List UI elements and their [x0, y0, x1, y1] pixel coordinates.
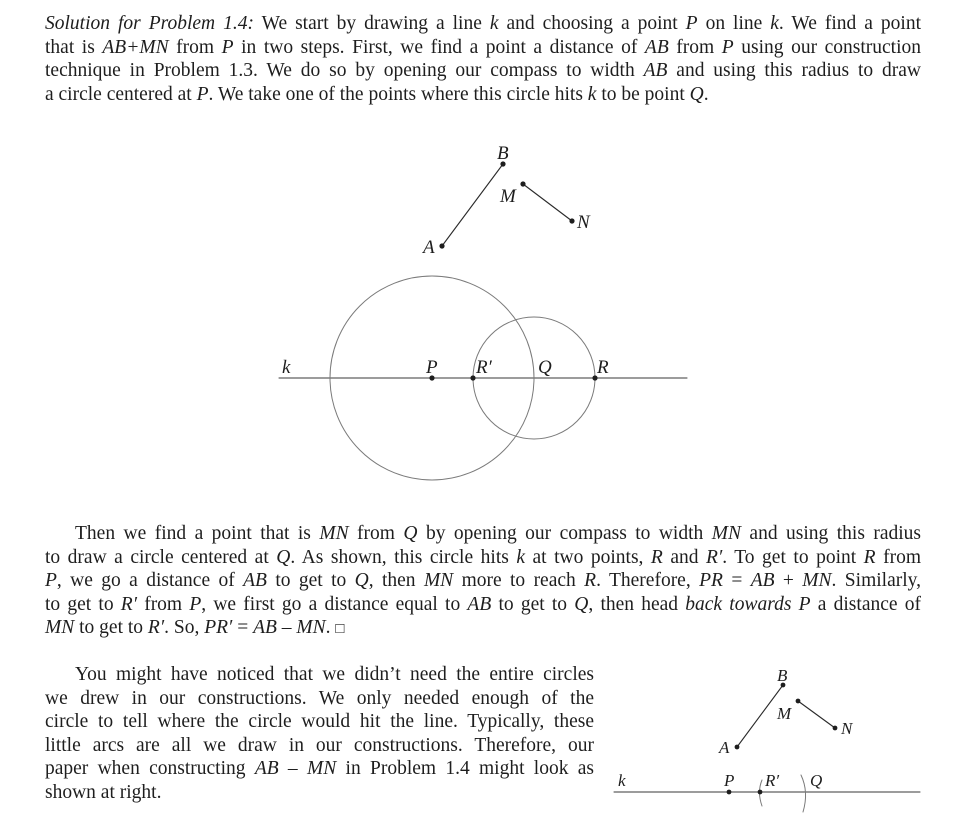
- text-line: [45, 781, 594, 805]
- math: AB: [644, 36, 669, 58]
- math: P: [196, 83, 209, 105]
- text-line: [45, 687, 594, 711]
- emphasis: back towards: [685, 593, 792, 615]
- point-R-prime: [758, 790, 763, 795]
- label-M: M: [777, 704, 792, 723]
- text: that is: [45, 36, 103, 58]
- point-M: [520, 181, 525, 186]
- math: Q: [689, 83, 704, 105]
- math: R′: [147, 617, 165, 639]
- math: Q: [354, 570, 369, 592]
- math: AB: [750, 570, 775, 592]
- math: Q: [574, 593, 589, 615]
- text: . Similarly,: [831, 570, 921, 592]
- text-line: [45, 546, 921, 570]
- math: PR′: [204, 617, 233, 639]
- qed-square-icon: □: [335, 621, 345, 638]
- text: =: [232, 617, 254, 639]
- text: from: [168, 36, 222, 58]
- text: by opening our compass to width: [417, 523, 712, 544]
- label-Q: Q: [810, 771, 823, 790]
- text: from: [136, 593, 190, 615]
- math: R: [650, 546, 663, 568]
- text: in two steps. First, we find a point a distance of: [233, 36, 645, 58]
- math: AB: [254, 758, 279, 780]
- label-B: B: [497, 143, 509, 164]
- text: , then head: [588, 593, 686, 615]
- arc-Q: [801, 775, 806, 812]
- explanation-paragraph: [45, 522, 921, 642]
- text: to get to: [266, 570, 355, 592]
- text: .: [325, 617, 336, 639]
- math: R′: [706, 546, 723, 568]
- label-P: P: [724, 771, 735, 790]
- label-A: A: [719, 738, 730, 757]
- text: in Problem 1.4 might look as: [336, 758, 595, 780]
- math: Q: [276, 546, 291, 568]
- diagram-full-circles: [279, 143, 687, 480]
- math: MN: [45, 617, 75, 639]
- label-Q: Q: [538, 357, 552, 378]
- math: MN: [423, 570, 454, 592]
- label-N: N: [577, 212, 590, 233]
- text: . We take one of the points where this circle hits: [208, 83, 588, 105]
- text: to get to: [491, 593, 575, 615]
- text: and choosing a point: [498, 13, 686, 34]
- text: . We find a point: [778, 13, 921, 34]
- math: MN: [306, 758, 337, 780]
- solution-heading: Solution for Problem 1.4:: [45, 13, 254, 34]
- math: AB: [243, 570, 267, 592]
- diagram-arcs-only: [614, 666, 920, 812]
- text: a circle centered at: [45, 83, 197, 105]
- text: to be point: [596, 83, 690, 105]
- segment-AB: [442, 164, 503, 246]
- text: shown at right.: [45, 781, 162, 803]
- text-line: [45, 757, 594, 781]
- math: k: [587, 83, 597, 105]
- math: AB: [643, 60, 668, 82]
- text: to draw a circle centered at: [45, 546, 277, 568]
- text: , we go a distance of: [56, 570, 244, 592]
- text: Then we find a point that is: [75, 523, 320, 544]
- text: to get to: [74, 617, 148, 639]
- text: and using this radius to draw: [667, 60, 922, 82]
- math: k: [516, 546, 525, 568]
- math: R: [863, 546, 876, 568]
- text: . To get to point: [722, 546, 864, 568]
- label-R: R: [597, 357, 609, 378]
- math: R′: [120, 593, 137, 615]
- math: P: [798, 593, 811, 615]
- text: from: [348, 523, 404, 544]
- label-M: M: [500, 186, 516, 207]
- math: P: [45, 570, 57, 592]
- text: –: [278, 758, 307, 780]
- label-N: N: [841, 719, 853, 738]
- point-R-prime: [470, 375, 475, 380]
- math: P: [685, 13, 698, 34]
- math: MN: [802, 570, 832, 592]
- text-line: [45, 522, 921, 546]
- text: +: [774, 570, 803, 592]
- label-R-prime: R′: [765, 771, 780, 790]
- math: P: [221, 36, 234, 58]
- text: , we first go a distance equal to: [201, 593, 468, 615]
- text: We start by drawing a line: [253, 13, 490, 34]
- text-line: [45, 616, 921, 642]
- math: MN: [319, 523, 349, 544]
- text: we drew in our constructions. We only needed enough of the: [45, 687, 594, 709]
- text: –: [276, 617, 297, 639]
- text: and using this radius: [740, 523, 922, 544]
- text: technique in Problem 1.3. We do so by opening our compass to width: [45, 60, 644, 82]
- math: AB: [253, 617, 277, 639]
- text: [791, 594, 798, 615]
- text: . As shown, this circle hits: [290, 546, 517, 568]
- math: k: [770, 13, 779, 34]
- text: to get to: [45, 593, 121, 615]
- text: paper when constructing: [45, 758, 255, 780]
- arcs-paragraph: [45, 663, 594, 805]
- math: MN: [296, 617, 326, 639]
- text-line: [45, 569, 921, 593]
- label-R-prime: R′: [476, 357, 492, 378]
- math: MN: [711, 523, 741, 544]
- point-A: [439, 243, 444, 248]
- text: . Therefore,: [596, 570, 700, 592]
- text: from: [668, 36, 722, 58]
- text: and: [662, 546, 707, 568]
- point-M: [796, 699, 801, 704]
- text: You might have noticed that we didn’t need the entire circles: [75, 664, 594, 685]
- text-line: [45, 663, 594, 687]
- text: little arcs are all we draw in our constructions. Therefore, our: [45, 734, 594, 756]
- text: more to reach: [453, 570, 585, 592]
- point-A: [735, 745, 740, 750]
- text: circle to tell where the circle would hit the line. Typically, these: [45, 711, 594, 733]
- point-P: [727, 790, 732, 795]
- math: P: [721, 36, 734, 58]
- text: at two points,: [525, 546, 651, 568]
- segment-MN: [523, 184, 572, 221]
- math: R: [584, 570, 597, 592]
- math: Q: [403, 523, 418, 544]
- math: AB: [467, 593, 492, 615]
- text: from: [875, 546, 922, 568]
- label-P: P: [426, 357, 438, 378]
- label-A: A: [423, 237, 435, 258]
- text-line: [45, 734, 594, 758]
- label-k: k: [282, 357, 291, 378]
- text-line: [45, 593, 921, 617]
- math: PR: [699, 570, 723, 592]
- text: , then: [368, 570, 424, 592]
- point-N: [569, 218, 574, 223]
- math: P: [189, 593, 202, 615]
- math: k: [489, 13, 499, 34]
- label-B: B: [777, 666, 788, 685]
- segment-MN: [798, 701, 835, 728]
- text: .: [703, 83, 709, 105]
- point-N: [833, 726, 838, 731]
- text-line: [45, 710, 594, 734]
- math: AB+MN: [102, 36, 169, 58]
- text: a distance of: [810, 593, 921, 615]
- label-k: k: [618, 771, 626, 790]
- text: . So,: [164, 617, 205, 639]
- text: on line: [697, 13, 771, 34]
- text: using our construction: [733, 36, 922, 58]
- text: =: [722, 570, 751, 592]
